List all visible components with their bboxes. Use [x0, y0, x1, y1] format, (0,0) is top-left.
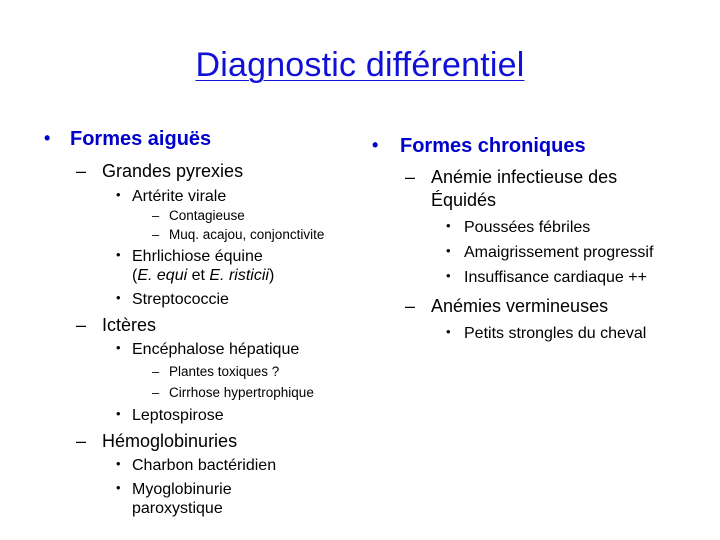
bullet-icon: • — [372, 135, 379, 155]
bullet-icon: • — [116, 247, 121, 262]
dash-icon: – — [152, 227, 160, 242]
bullet-icon: • — [44, 128, 51, 148]
bullet-icon: • — [446, 243, 451, 258]
item-ehrlichiose-line2: (E. equi et E. risticii) — [132, 267, 275, 284]
dash-icon: – — [152, 208, 160, 223]
bullet-icon: • — [446, 324, 451, 339]
dash-icon: – — [152, 385, 160, 400]
bullet-icon: • — [116, 456, 121, 471]
slide-title: Diagnostic différentiel — [195, 46, 525, 84]
bullet-icon: • — [116, 480, 121, 495]
item-myoglobinurie-line2: paroxystique — [132, 500, 223, 517]
dash-icon: – — [405, 167, 416, 187]
dash-icon: – — [76, 315, 87, 335]
bullet-icon: • — [116, 406, 121, 421]
bullet-icon: • — [116, 290, 121, 305]
bullet-icon: • — [446, 218, 451, 233]
bullet-icon: • — [446, 268, 451, 283]
dash-icon: – — [76, 431, 87, 451]
dash-icon: – — [405, 296, 416, 316]
bullet-icon: • — [116, 340, 121, 355]
dash-icon: – — [152, 364, 160, 379]
group-anemie-infectieuse-line2: Équidés — [431, 190, 497, 210]
bullet-icon: • — [116, 187, 121, 202]
dash-icon: – — [76, 161, 87, 181]
